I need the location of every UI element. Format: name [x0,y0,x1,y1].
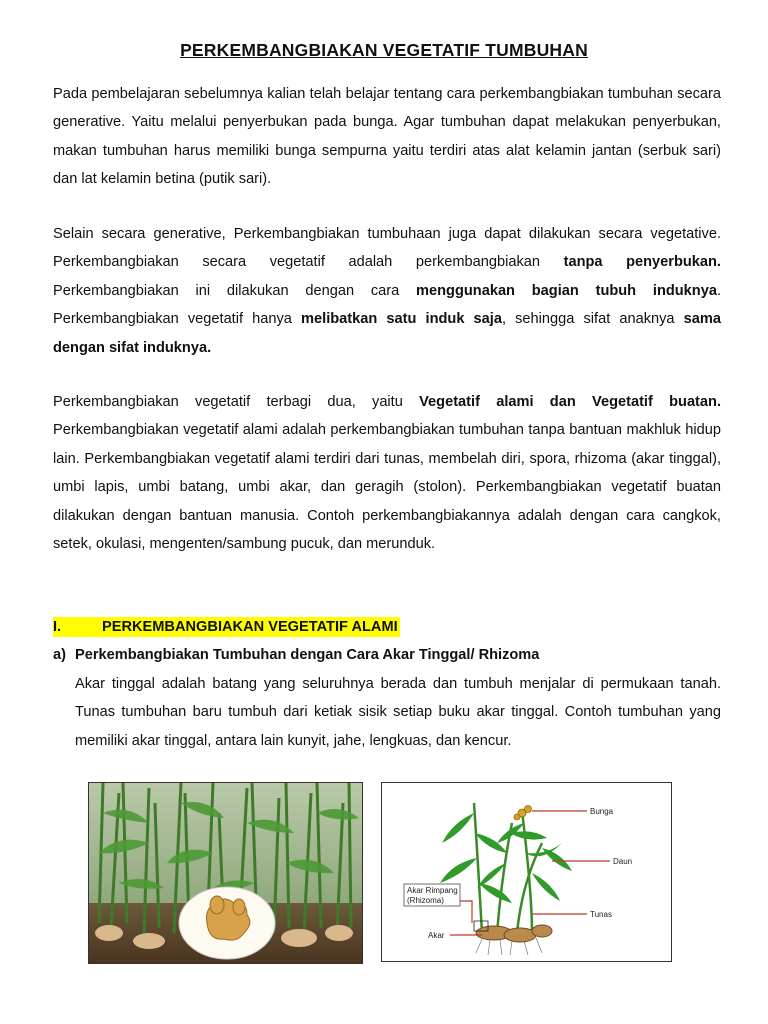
diagram-label-rimpang: Akar Rimpang [407,886,458,895]
text-run: . Perkembangbiakan vegetatif hanya [53,282,722,328]
page-title: PERKEMBANGBIAKAN VEGETATIF TUMBUHAN [180,40,588,60]
ginger-photo-illustration [89,783,362,963]
text-run: Selain secara generative, Perkembangbiakan tumbuhaan juga dapat dilakukan secara vegetative. Perkembangbiakan secara vegetatif adalah perkembangbiakan [53,226,721,271]
diagram-label-tunas: Tunas [590,910,612,919]
bold-run: Vegetatif alami dan Vegetatif buatan. [419,394,722,410]
ginger-rhizome-diagram [381,782,672,962]
diagram-label-bunga: Bunga [590,807,614,816]
ginger-diagram-illustration [382,783,671,961]
diagram-label-daun: Daun [613,857,633,866]
ginger-plant-photo [88,782,363,964]
bold-run: sama dengan sifat induknya. [53,311,721,356]
subsection-heading-text: Perkembangbiakan Tumbuhan dengan Cara Akar Tinggal/ Rhizoma [75,647,540,663]
diagram-label-rhizoma: (Rhizoma) [407,896,444,905]
paragraph-vegetative-types [53,388,721,558]
section-heading [53,617,400,637]
section-number: I. [53,619,62,635]
paragraph-intro: Pada pembelajaran sebelumnya kalian telah belajar tentang cara perkembangbiakan tumbuhan secara generative. Yaitu melalui penyerbukan pada bunga. Agar tumbuhan dapat melakukan penyerbukan, makan tumbuhan harus memiliki bunga sempurna yaitu terdiri atas alat kelamin jantan (serbuk sari) dan lat kelamin betina (putik sari). [53,86,721,188]
text-run: Perkembangbiakan ini dilakukan dengan cara [53,282,417,299]
paragraph-vegetative-definition [53,220,721,362]
subsection-heading [53,645,539,665]
subsection-letter: a) [53,647,66,663]
bold-run: tanpa penyerbukan. [563,254,721,271]
bold-run: melibatkan satu induk saja [301,311,502,328]
text-run: Perkembangbiakan vegetatif terbagi dua, yaitu [53,394,420,410]
text-run: Perkembangbiakan vegetatif alami adalah perkembangbiakan tumbuhan tanpa bantuan makhluk hidup lain. Perkembangbiakan vegetatif alami terdiri dari tunas, membelah diri, spora, rhizoma (akar tinggal), umbi lapis, umbi batang, umbi akar, dan geragih (stolon). Perkembangbiakan vegetatif buatan dilakukan dengan bantuan manusia. Contoh perkembangbiakannya adalah dengan cara cangkok, setek, okulasi, mengenten/sambung pucuk, dan merunduk. [53,422,721,553]
section-heading-text: PERKEMBANGBIAKAN VEGETATIF ALAMI [102,619,398,635]
paragraph-rhizome: Akar tinggal adalah batang yang seluruhnya berada dan tumbuh menjalar di permukaan tanah. Tunas tumbuhan baru tumbuh dari ketiak sisik setiap buku akar tinggal. Contoh tumbuhan yang memiliki akar tinggal, antara lain kunyit, jahe, lengkuas, dan kencur. [75,676,721,749]
diagram-label-akar: Akar [428,931,445,940]
text-run: , sehingga sifat anaknya [501,311,684,328]
bold-run: menggunakan bagian tubuh induknya [416,282,717,299]
